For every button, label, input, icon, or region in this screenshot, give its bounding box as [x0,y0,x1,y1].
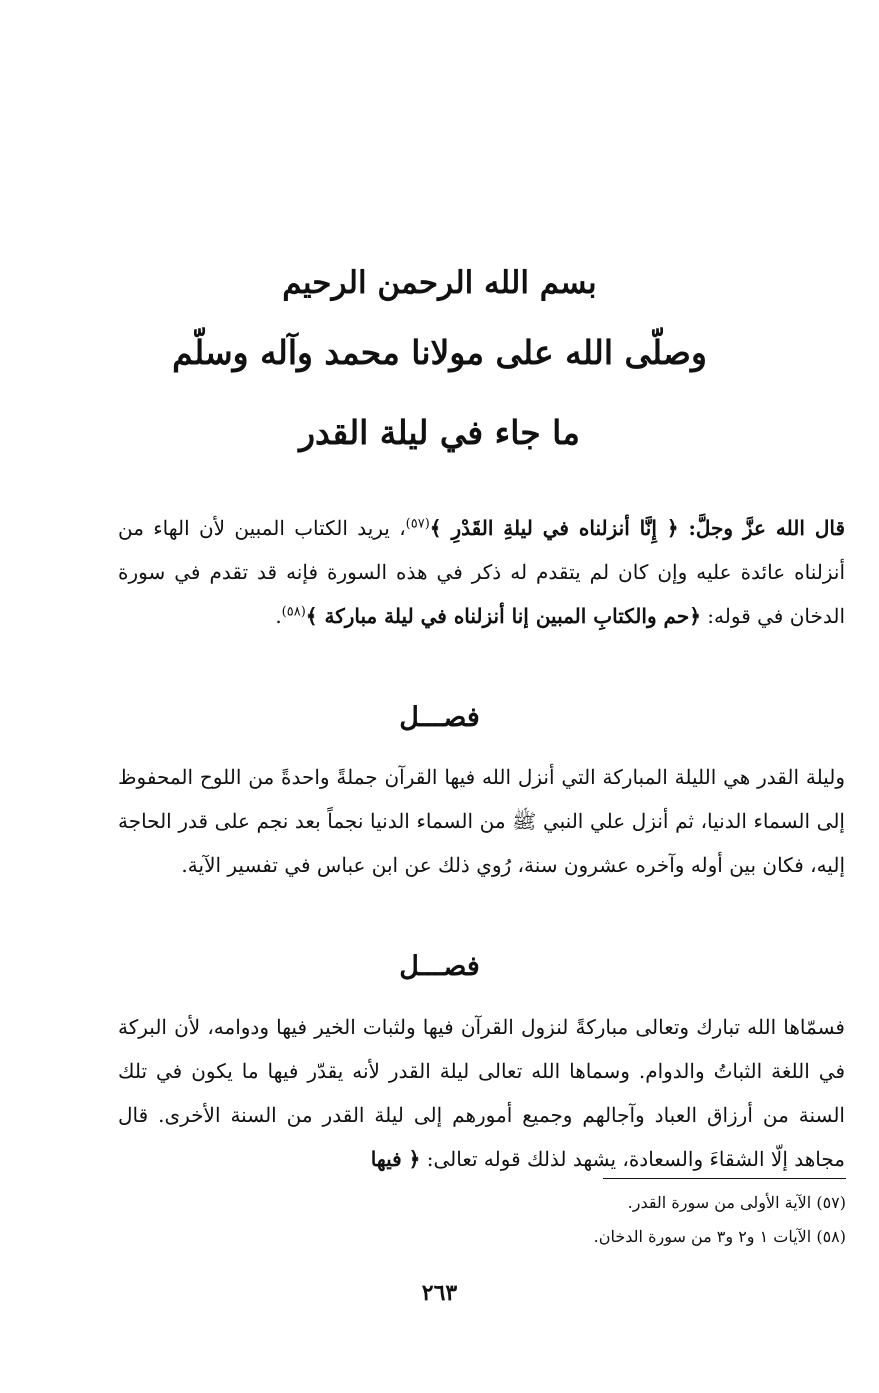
salawat-heading: وصلّى الله على مولانا محمد وآله وسلّم [172,333,707,372]
quran-quote-1: ﴿ إِنَّا أنزلناه في ليلةِ القَدْرِ ﴾ [429,516,679,540]
footnote-ref-57: (٥٧) [405,516,430,532]
paragraph1-text: ، يريد الكتاب المبين لأن الهاء من أنزلناه عائدة عليه وإن كان لم يتقدم له ذكر في هذه السورة فإنه قد تقدم في سورة الدخان في قوله: [118,516,845,628]
paragraph1-intro: قال الله عزَّ وجلَّ: [678,516,846,540]
quran-quote-3-start: ﴿ فيها [370,1147,421,1171]
paragraph-blessing [118,1005,845,1181]
footnote-58: (٥٨) الآيات ١ و٢ و٣ من سورة الدخان. [593,1227,846,1246]
footnote-57: (٥٧) الآية الأولى من سورة القدر. [627,1193,846,1212]
chapter-title: ما جاء في ليلة القدر [299,413,580,452]
paragraph-revelation: وليلة القدر هي الليلة المباركة التي أنزل الله فيها القرآن جملةً واحدةً من اللوح المحفوظ إلى السماء الدنيا، ثم أنزل علي النبي ﷺ من السماء الدنيا نجماً بعد نجم على قدر الحاجة إليه، فكان بين أوله وآخره عشرون سنة، رُوي ذلك عن ابن عباس في تفسير الآية. [118,765,845,877]
footnote-ref-58: (٥٨) [281,604,306,620]
paragraph1-end: . [275,604,282,628]
quran-quote-2: ﴿حم والكتابِ المبين إنا أنزلناه في ليلة مباركة ﴾ [305,604,701,628]
paragraph3-text: فسمّاها الله تبارك وتعالى مباركةً لنزول القرآن فيها ولثبات الخير فيها ودوامه، لأن البركة في اللغة الثباتُ والدوام. وسماها الله تعالى ليلة القدر لأنه يقدّر فيها ما يكون في تلك السنة من أرزاق العباد وآجالهم وجميع أمورهم إلى ليلة القدر من السنة الأخرى. قال مجاهد إلّا الشقاءَ والسعادة، يشهد لذلك قوله تعالى: [118,1015,845,1171]
footnotes [300,1186,846,1254]
section-heading-fasl-2: فصـــل [399,951,480,982]
page-number: ٢٦٣ [421,1280,458,1306]
section-heading-fasl-1: فصـــل [399,702,480,733]
footnote-divider [603,1178,846,1179]
basmala-heading: بسم الله الرحمن الرحيم [282,265,597,301]
paragraph-laylat-al-qadr-verse [118,506,845,638]
